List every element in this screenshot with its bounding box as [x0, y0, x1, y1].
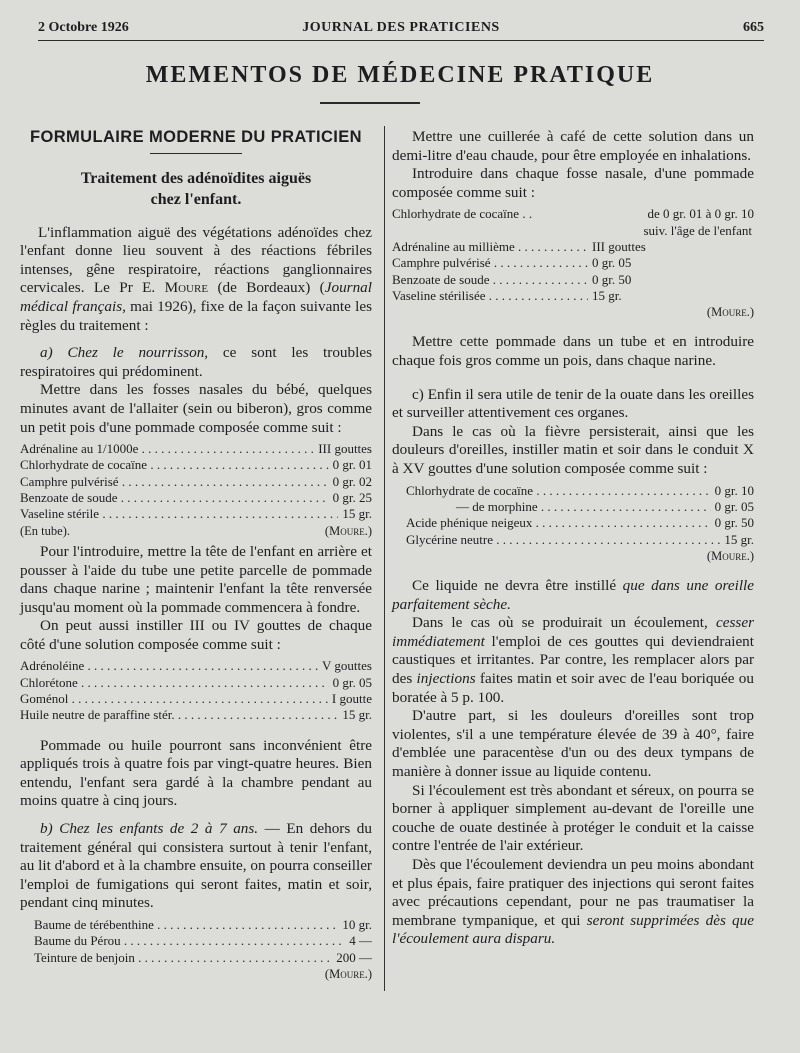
prescription-1 [20, 441, 372, 539]
intro-text-b: (de Bordeaux) ( [208, 279, 325, 297]
rx-qty: 200 — [336, 949, 372, 965]
paragraph-pommade-intro: Introduire dans chaque fosse nasale, d'une pommade composée comme suit : [392, 165, 754, 201]
rx-qty: 15 gr. [592, 287, 622, 303]
section-rule [150, 153, 242, 154]
right-column [392, 128, 754, 949]
rx-line [20, 474, 372, 490]
rx-note: (En tube). [20, 523, 70, 538]
column-divider [384, 126, 385, 991]
discharge-emphasis-b: injections [416, 670, 476, 688]
left-column [20, 128, 372, 986]
rx-line [20, 490, 372, 506]
rx-name: Vaseline stérile . . . [20, 506, 338, 522]
rx-qty: 0 gr. 05 [332, 674, 372, 690]
prescription-2 [20, 658, 372, 723]
paragraph-b-text: — En dehors du traitement général qui consistera surtout à tenir l'enfant, au lit d'abord et à la chambre ensuite, on pourra conseiller l'emploi de fumigations qui seront faites, matin et soir, pendant cinq minutes. [20, 820, 372, 912]
rx-line [20, 658, 372, 674]
header-rule [38, 40, 764, 41]
rx-name: Baume du Pérou . . . [34, 933, 345, 949]
discharge-text-b: l'emploi de ces gouttes qui deviendraient caustiques et irritantes. Par contre, les remplacer alors par des [392, 632, 754, 688]
rx-qty: 0 gr. 50 [714, 515, 754, 531]
rx-qty: de 0 gr. 01 à 0 gr. 10 [647, 206, 754, 222]
rx-name: Acide phénique neigeux . . . [406, 515, 711, 531]
rx-line [406, 515, 754, 531]
rx-line [34, 917, 372, 933]
rx-line [20, 691, 372, 707]
rx-qty: 0 gr. 05 [714, 498, 754, 514]
header-page-number: 665 [743, 20, 764, 35]
rx-line [406, 532, 754, 548]
rx-name: Chlorétone . . . [20, 675, 329, 691]
paragraph-a-text: ce sont les troubles respiratoires qui prédominent. [20, 344, 372, 380]
injections-text: Dès que l'écoulement deviendra un peu moins abondant et plus épais, faire pratiquer des injections qui seront faites avec précautions cependant, pour ne pas traumatiser la membrane tympanique, et qui [392, 856, 754, 929]
rx-name: Adrénaline au millième . . . [392, 239, 588, 255]
rx-qty: III gouttes [318, 441, 372, 457]
rx-name: Camphre pulvérisé . . . [392, 255, 588, 271]
prescription-3 [20, 917, 372, 982]
paragraph-b [20, 820, 372, 913]
paragraph-c: c) Enfin il sera utile de tenir de la ouate dans les oreilles et surveiller attentivement ces organes. [392, 385, 754, 422]
paragraph-a [20, 344, 372, 381]
rx-name: Benzoate de soude . . . [392, 272, 588, 288]
rx-signature: (Moure.) [324, 523, 372, 538]
intro-text-a: L'inflammation aiguë des végétations adénoïdes chez l'enfant donne lieu souvent à des réactions fébriles intenses, gêne respiratoire, réactions ganglionnaires cervicales. Le Pr E. [20, 223, 372, 297]
rx-name: Adrénoléine . . . [20, 658, 318, 674]
paragraph-a2: Mettre dans les fosses nasales du bébé, quelques minutes avant de l'allaiter (sein ou biberon), gros comme un petit pois d'une pommade composée comme suit : [20, 381, 372, 436]
rx-line [406, 499, 754, 515]
article-title-line1: Traitement des adénoïdites aiguës [80, 169, 312, 187]
article-title-line2: chez l'enfant. [150, 190, 242, 208]
page-title: MEMENTOS DE MÉDECINE PRATIQUE [145, 62, 655, 88]
paragraph-paracentesis: D'autre part, si les douleurs d'oreilles sont trop violentes, s'il a une température élevée de 39 à 40°, faire d'emblée une paracentèse d'un ou des deux tympans de manière à donner issue au liquide contenu. [392, 707, 754, 781]
rx-qty: 0 gr. 02 [332, 473, 372, 489]
paragraph-inhalation: Mettre une cuillerée à café de cette solution dans un demi-litre d'eau chaude, pour être employée en inhalations. [392, 128, 754, 164]
rx-name: Baume de térébenthine . . . [34, 917, 338, 933]
instill-emphasis: que dans une oreille parfaitement sèche. [392, 577, 754, 613]
rx-qty: 0 gr. 05 [592, 255, 632, 271]
rx-qty: 15 gr. [724, 531, 754, 547]
rx-qty: 0 gr. 50 [592, 271, 632, 287]
intro-journal: Journal médical français [20, 279, 372, 315]
rx-signature: (Moure.) [324, 966, 372, 981]
article-title [20, 168, 372, 210]
rx-signature: (Moure.) [706, 548, 754, 563]
injections-emphasis: seront supprimées dès que l'écoulement aura disparu. [392, 911, 754, 948]
rx-line [34, 933, 372, 949]
rx-name: Adrénaline au 1/1000e . . . [20, 441, 314, 457]
rx-name: Vaseline stérilisée . . . [392, 288, 588, 304]
instill-text: Ce liquide ne devra être instillé [412, 577, 623, 595]
paragraph-b-label: b) Chez les enfants de 2 à 7 ans. [40, 820, 259, 838]
rx-signature: (Moure.) [706, 305, 754, 320]
section-title: FORMULAIRE MODERNE DU PRATICIEN [29, 128, 362, 146]
rx-qty: 15 gr. [342, 707, 372, 723]
discharge-emphasis-a: cesser immédiatement [392, 614, 754, 650]
rx-qty: 4 — [349, 933, 372, 949]
rx-qty: 0 gr. 10 [714, 482, 754, 498]
discharge-text-c: faites matin et soir avec de l'eau boriquée ou boratée à 5 p. 100. [392, 670, 754, 706]
rx-line [20, 675, 372, 691]
header-journal-name: JOURNAL DES PRATICIENS [302, 20, 500, 35]
rx-qty: 0 gr. 01 [332, 457, 372, 473]
paragraph-fever: Dans le cas où la fièvre persisterait, ainsi que les douleurs d'oreilles, instiller matin et soir dans le conduit X à XV gouttes d'une solution composée comme suit : [392, 422, 754, 478]
rx-name: Goménol . . . [20, 691, 328, 707]
rx-line [406, 483, 754, 499]
paragraph-pommade: Pommade ou huile pourront sans inconvénient être appliqués trois à quatre fois par vingt-quatre heures. Bien entendu, l'enfant sera gardé à la chambre pendant au moins quatre à cinq jours. [20, 736, 372, 810]
rx-name: Teinture de benjoin . . . [34, 950, 332, 966]
paragraph-injections [392, 856, 754, 949]
rx-line [392, 272, 754, 288]
rx-name: Benzoate de soude . . . [20, 490, 329, 506]
rx-line [392, 239, 754, 255]
rx-line [34, 950, 372, 966]
paragraph-instill [392, 577, 754, 614]
rx-note-line [20, 523, 372, 539]
rx-line [20, 441, 372, 457]
rx-name: Chlorhydrate de cocaïne . . . [406, 483, 711, 499]
rx-line [392, 255, 754, 271]
title-rule [320, 102, 420, 104]
rx-line [20, 506, 372, 522]
header-date: 2 Octobre 1926 [38, 20, 129, 35]
intro-author: Moure [164, 279, 209, 297]
intro-paragraph [20, 224, 372, 336]
rx-line [392, 206, 754, 222]
rx-qty: V gouttes [322, 658, 372, 674]
rx-qty: III gouttes [592, 238, 646, 254]
rx-name: — de morphine . . . [406, 499, 711, 515]
discharge-text-a: Dans le cas où se produirait un écoulement, [412, 614, 717, 632]
rx-line [20, 457, 372, 473]
paragraph-a-label: a) Chez le nourrisson, [40, 344, 209, 362]
intro-text-c: , mai 1926), fixe de la façon suivante les règles du traitement : [20, 297, 372, 334]
prescription-5 [392, 483, 754, 564]
prescription-4 [392, 206, 754, 320]
paragraph-tube: Mettre cette pommade dans un tube et en introduire chaque fois gros comme un pois, dans chaque narine. [392, 333, 754, 370]
paragraph-drops: On peut aussi instiller III ou IV gouttes de chaque côté d'une solution composée comme suit : [20, 617, 372, 653]
rx-qty: 0 gr. 25 [332, 490, 372, 506]
rx-qty: I goutte [331, 691, 372, 707]
rx-qty-note: suiv. l'âge de l'enfant [643, 222, 752, 238]
rx-name-text: Chlorhydrate de cocaïne [392, 206, 520, 222]
rx-name: Chlorhydrate de cocaïne . . [392, 206, 533, 222]
paragraph-discharge [392, 614, 754, 707]
paragraph-introduce: Pour l'introduire, mettre la tête de l'enfant en arrière et pousser à l'aide du tube une petite parcelle de pommade dans chaque narine ; maintenir l'enfant la tête renversée jusqu'au moment où la pommade commencera à fondre. [20, 542, 372, 616]
rx-qty: 10 gr. [342, 917, 372, 932]
running-header [38, 18, 764, 38]
rx-name: Huile neutre de paraffine stér. . . . [20, 707, 338, 723]
rx-name: Camphre pulvérisé . . . [20, 474, 329, 490]
rx-name: Glycérine neutre . . . [406, 532, 720, 548]
rx-qty: 15 gr. [342, 506, 372, 522]
rx-line [20, 707, 372, 723]
rx-name: Chlorhydrate de cocaïne . . . [20, 457, 329, 473]
paragraph-serous: Si l'écoulement est très abondant et séreux, on pourra se borner à appliquer simplement au-devant de l'oreille une couche de ouate destinée à protéger le conduit et la caisse contre l'entrée de l'air extérieur. [392, 781, 754, 855]
rx-line [392, 288, 754, 304]
